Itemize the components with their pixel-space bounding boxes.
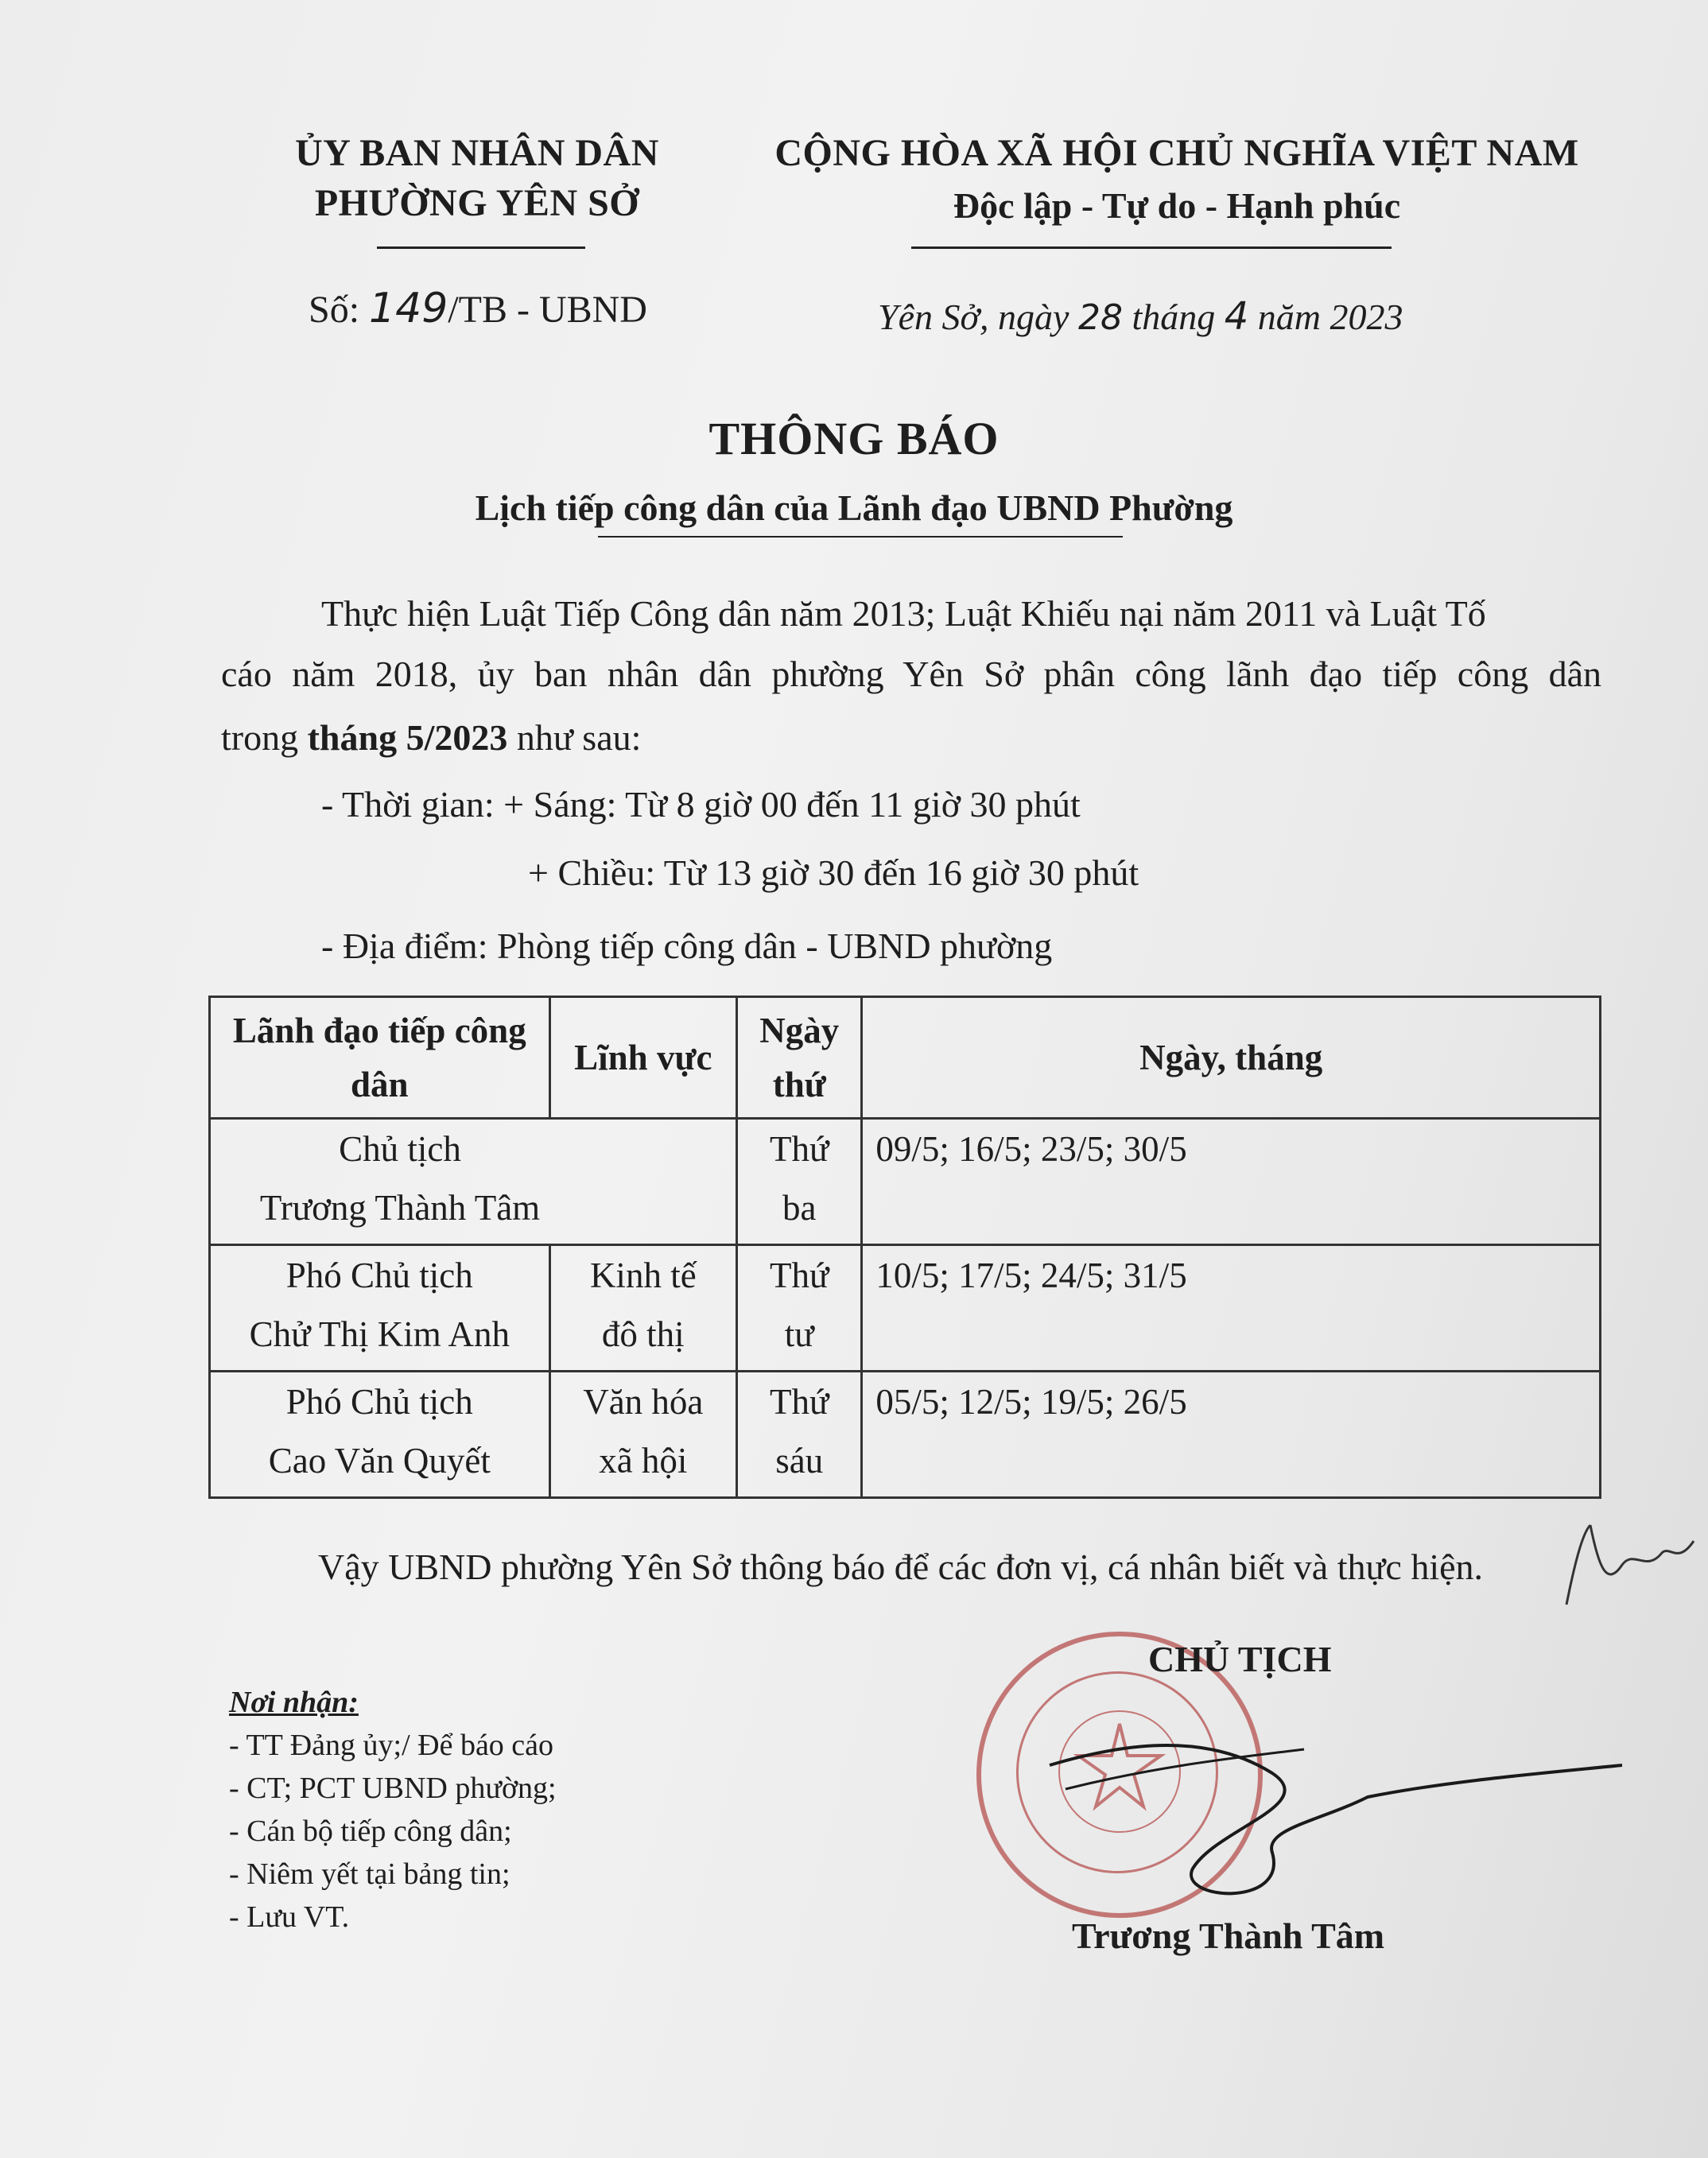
intro-line3-end: như sau: xyxy=(507,717,642,758)
date-prefix: Yên Sở, ngày xyxy=(878,297,1069,337)
intro-line3-start: trong xyxy=(221,717,308,758)
leader-role: Chủ tịch xyxy=(339,1129,461,1169)
recipient-item: - CT; PCT UBND phường; xyxy=(229,1772,557,1805)
schedule-table xyxy=(208,996,1601,1499)
document-subtitle: Lịch tiếp công dân của Lãnh đạo UBND Phường xyxy=(475,487,1233,528)
leader-name: Chử Thị Kim Anh xyxy=(249,1314,510,1354)
national-title: CỘNG HÒA XÃ HỘI CHỦ NGHĨA VIỆT NAM xyxy=(774,132,1579,174)
recipients-list xyxy=(229,1724,557,1939)
motto-underline xyxy=(911,246,1392,249)
issuer-line1: ỦY BAN NHÂN DÂN xyxy=(295,132,659,174)
recipient-item: - TT Đảng ủy;/ Để báo cáo xyxy=(229,1729,554,1762)
signer-name: Trương Thành Tâm xyxy=(1072,1915,1385,1956)
time-line xyxy=(321,773,1081,836)
time-morning: + Sáng: Từ 8 giờ 00 đến 11 giờ 30 phút xyxy=(503,784,1081,825)
initials-mark xyxy=(1559,1517,1702,1628)
intro-line2: cáo năm 2018, ủy ban nhân dân phường Yên Sở phân công lãnh đạo tiếp công dân xyxy=(221,654,1601,694)
table-row xyxy=(210,1119,1601,1245)
signer-position: CHỦ TỊCH xyxy=(1148,1639,1332,1679)
dates-cell: 10/5; 17/5; 24/5; 31/5 xyxy=(862,1245,1601,1372)
document-number xyxy=(309,285,647,332)
closing-text: Vậy UBND phường Yên Sở thông báo để các đơn vị, cá nhân biết và thực hiện. xyxy=(318,1547,1484,1587)
national-motto: Độc lập - Tự do - Hạnh phúc xyxy=(953,185,1401,226)
date-month-label: tháng xyxy=(1132,297,1216,337)
dates-cell: 09/5; 16/5; 23/5; 30/5 xyxy=(862,1119,1601,1245)
subtitle-underline xyxy=(598,536,1123,538)
intro-month: tháng 5/2023 xyxy=(307,717,508,758)
leader-cell xyxy=(210,1119,737,1245)
field-cell: Văn hóa xã hội xyxy=(549,1372,736,1498)
table-header-row xyxy=(210,997,1601,1119)
issuer-line2: PHƯỜNG YÊN SỞ xyxy=(314,182,640,224)
date-year: năm 2023 xyxy=(1257,297,1403,337)
field-cell: Kinh tế đô thị xyxy=(549,1245,736,1372)
table-row xyxy=(210,1245,1601,1372)
leader-role: Phó Chủ tịch xyxy=(285,1256,473,1295)
signature-scribble xyxy=(1034,1710,1638,1916)
dates-cell: 05/5; 12/5; 19/5; 26/5 xyxy=(862,1372,1601,1498)
leader-cell xyxy=(210,1245,550,1372)
recipient-item: - Lưu VT. xyxy=(229,1900,350,1934)
date-line xyxy=(878,294,1403,339)
time-label: - Thời gian: xyxy=(321,784,495,825)
date-month: 4 xyxy=(1224,294,1249,339)
number-label: Số: xyxy=(309,289,360,331)
location-line: - Địa điểm: Phòng tiếp công dân - UBND phường xyxy=(321,926,1053,966)
intro-line3 xyxy=(221,706,641,770)
leader-role: Phó Chủ tịch xyxy=(285,1382,473,1422)
weekday-cell: Thứ tư xyxy=(737,1245,862,1372)
number-value: 149 xyxy=(369,285,448,332)
recipient-item: - Niêm yết tại bảng tin; xyxy=(229,1857,510,1891)
document-title: THÔNG BÁO xyxy=(708,413,1000,464)
header-weekday: Ngày thứ xyxy=(737,997,862,1119)
header-leader: Lãnh đạo tiếp công dân xyxy=(210,997,550,1119)
header-field: Lĩnh vực xyxy=(549,997,736,1119)
recipient-item: - Cán bộ tiếp công dân; xyxy=(229,1815,512,1848)
recipients-title: Nơi nhận: xyxy=(229,1686,359,1719)
table-row xyxy=(210,1372,1601,1498)
issuer-underline xyxy=(377,246,585,249)
time-afternoon: + Chiều: Từ 13 giờ 30 đến 16 giờ 30 phút xyxy=(528,852,1139,893)
header-dates: Ngày, tháng xyxy=(862,997,1601,1119)
weekday-cell: Thứ sáu xyxy=(737,1372,862,1498)
number-suffix: /TB - UBND xyxy=(448,289,647,331)
intro-line1: Thực hiện Luật Tiếp Công dân năm 2013; Luật Khiếu nại năm 2011 và Luật Tố xyxy=(321,593,1486,634)
leader-name: Cao Văn Quyết xyxy=(268,1441,491,1481)
date-day: 28 xyxy=(1077,297,1123,338)
weekday-cell: Thứ ba xyxy=(737,1119,862,1245)
leader-name: Trương Thành Tâm xyxy=(259,1188,541,1228)
leader-cell xyxy=(210,1372,550,1498)
